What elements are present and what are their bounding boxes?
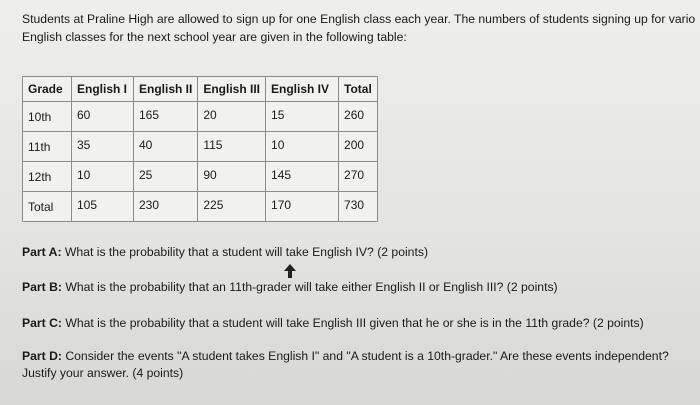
table-cell: 12th — [23, 162, 72, 192]
table-cell: 11th — [23, 132, 72, 162]
enrollment-table — [22, 76, 378, 222]
part-b-question — [22, 279, 558, 296]
table-cell: 60 — [72, 102, 134, 132]
table-cell: 15 — [266, 102, 339, 132]
table-cell: 145 — [266, 162, 339, 192]
part-b-text: What is the probability that an 11th-grader will take either English II or English III? (2 points) — [61, 280, 558, 294]
table-cell: 200 — [339, 132, 378, 162]
table-cell: 225 — [198, 192, 266, 222]
table-cell: 20 — [198, 102, 266, 132]
part-c-label: Part C: — [22, 316, 62, 330]
table-cell: 105 — [72, 192, 134, 222]
table-cell: 90 — [198, 162, 266, 192]
part-a-label: Part A: — [22, 245, 62, 259]
table-cell: 115 — [198, 132, 266, 162]
intro-paragraph — [22, 10, 700, 46]
part-b-label: Part B: — [22, 280, 62, 294]
table-row — [23, 162, 378, 192]
table-cell: 10th — [23, 102, 72, 132]
table-cell: 165 — [134, 102, 198, 132]
table-cell: 10 — [266, 132, 339, 162]
table-cell: 40 — [134, 132, 198, 162]
table-cell: 230 — [134, 192, 198, 222]
table-row — [23, 102, 378, 132]
part-d-question — [22, 348, 669, 382]
table-cell: 260 — [339, 102, 378, 132]
table-cell: 25 — [134, 162, 198, 192]
table-cell: 170 — [266, 192, 339, 222]
table-cell: 270 — [339, 162, 378, 192]
part-a-text: What is the probability that a student will take English IV? (2 points) — [61, 245, 429, 259]
part-a-question — [22, 244, 428, 261]
table-row — [23, 192, 378, 222]
intro-line-1: Students at Praline High are allowed to sign up for one English class each year. The numbers of students signing up for vario — [22, 12, 696, 26]
part-d-text-line-2: Justify your answer. (4 points) — [22, 366, 184, 380]
header-grade: Grade — [23, 77, 72, 102]
table-row — [23, 132, 378, 162]
header-english-1: English I — [72, 77, 134, 102]
mouse-pointer-icon — [284, 264, 296, 278]
part-d-text-line-1: Consider the events "A student takes English I" and "A student is a 10th-grader." Are these events independent? — [61, 349, 669, 363]
part-c-question — [22, 315, 644, 332]
header-english-3: English III — [198, 77, 266, 102]
table-header-row — [23, 77, 378, 102]
intro-line-2: English classes for the next school year are given in the following table: — [22, 30, 407, 44]
table-cell: 35 — [72, 132, 134, 162]
part-d-label: Part D: — [22, 349, 62, 363]
header-english-4: English IV — [266, 77, 339, 102]
table-cell: Total — [23, 192, 72, 222]
table-cell: 10 — [72, 162, 134, 192]
table-cell: 730 — [339, 192, 378, 222]
header-total: Total — [339, 77, 378, 102]
part-c-text: What is the probability that a student will take English III given that he or she is in the 11th grade? (2 points) — [61, 316, 644, 330]
header-english-2: English II — [134, 77, 198, 102]
